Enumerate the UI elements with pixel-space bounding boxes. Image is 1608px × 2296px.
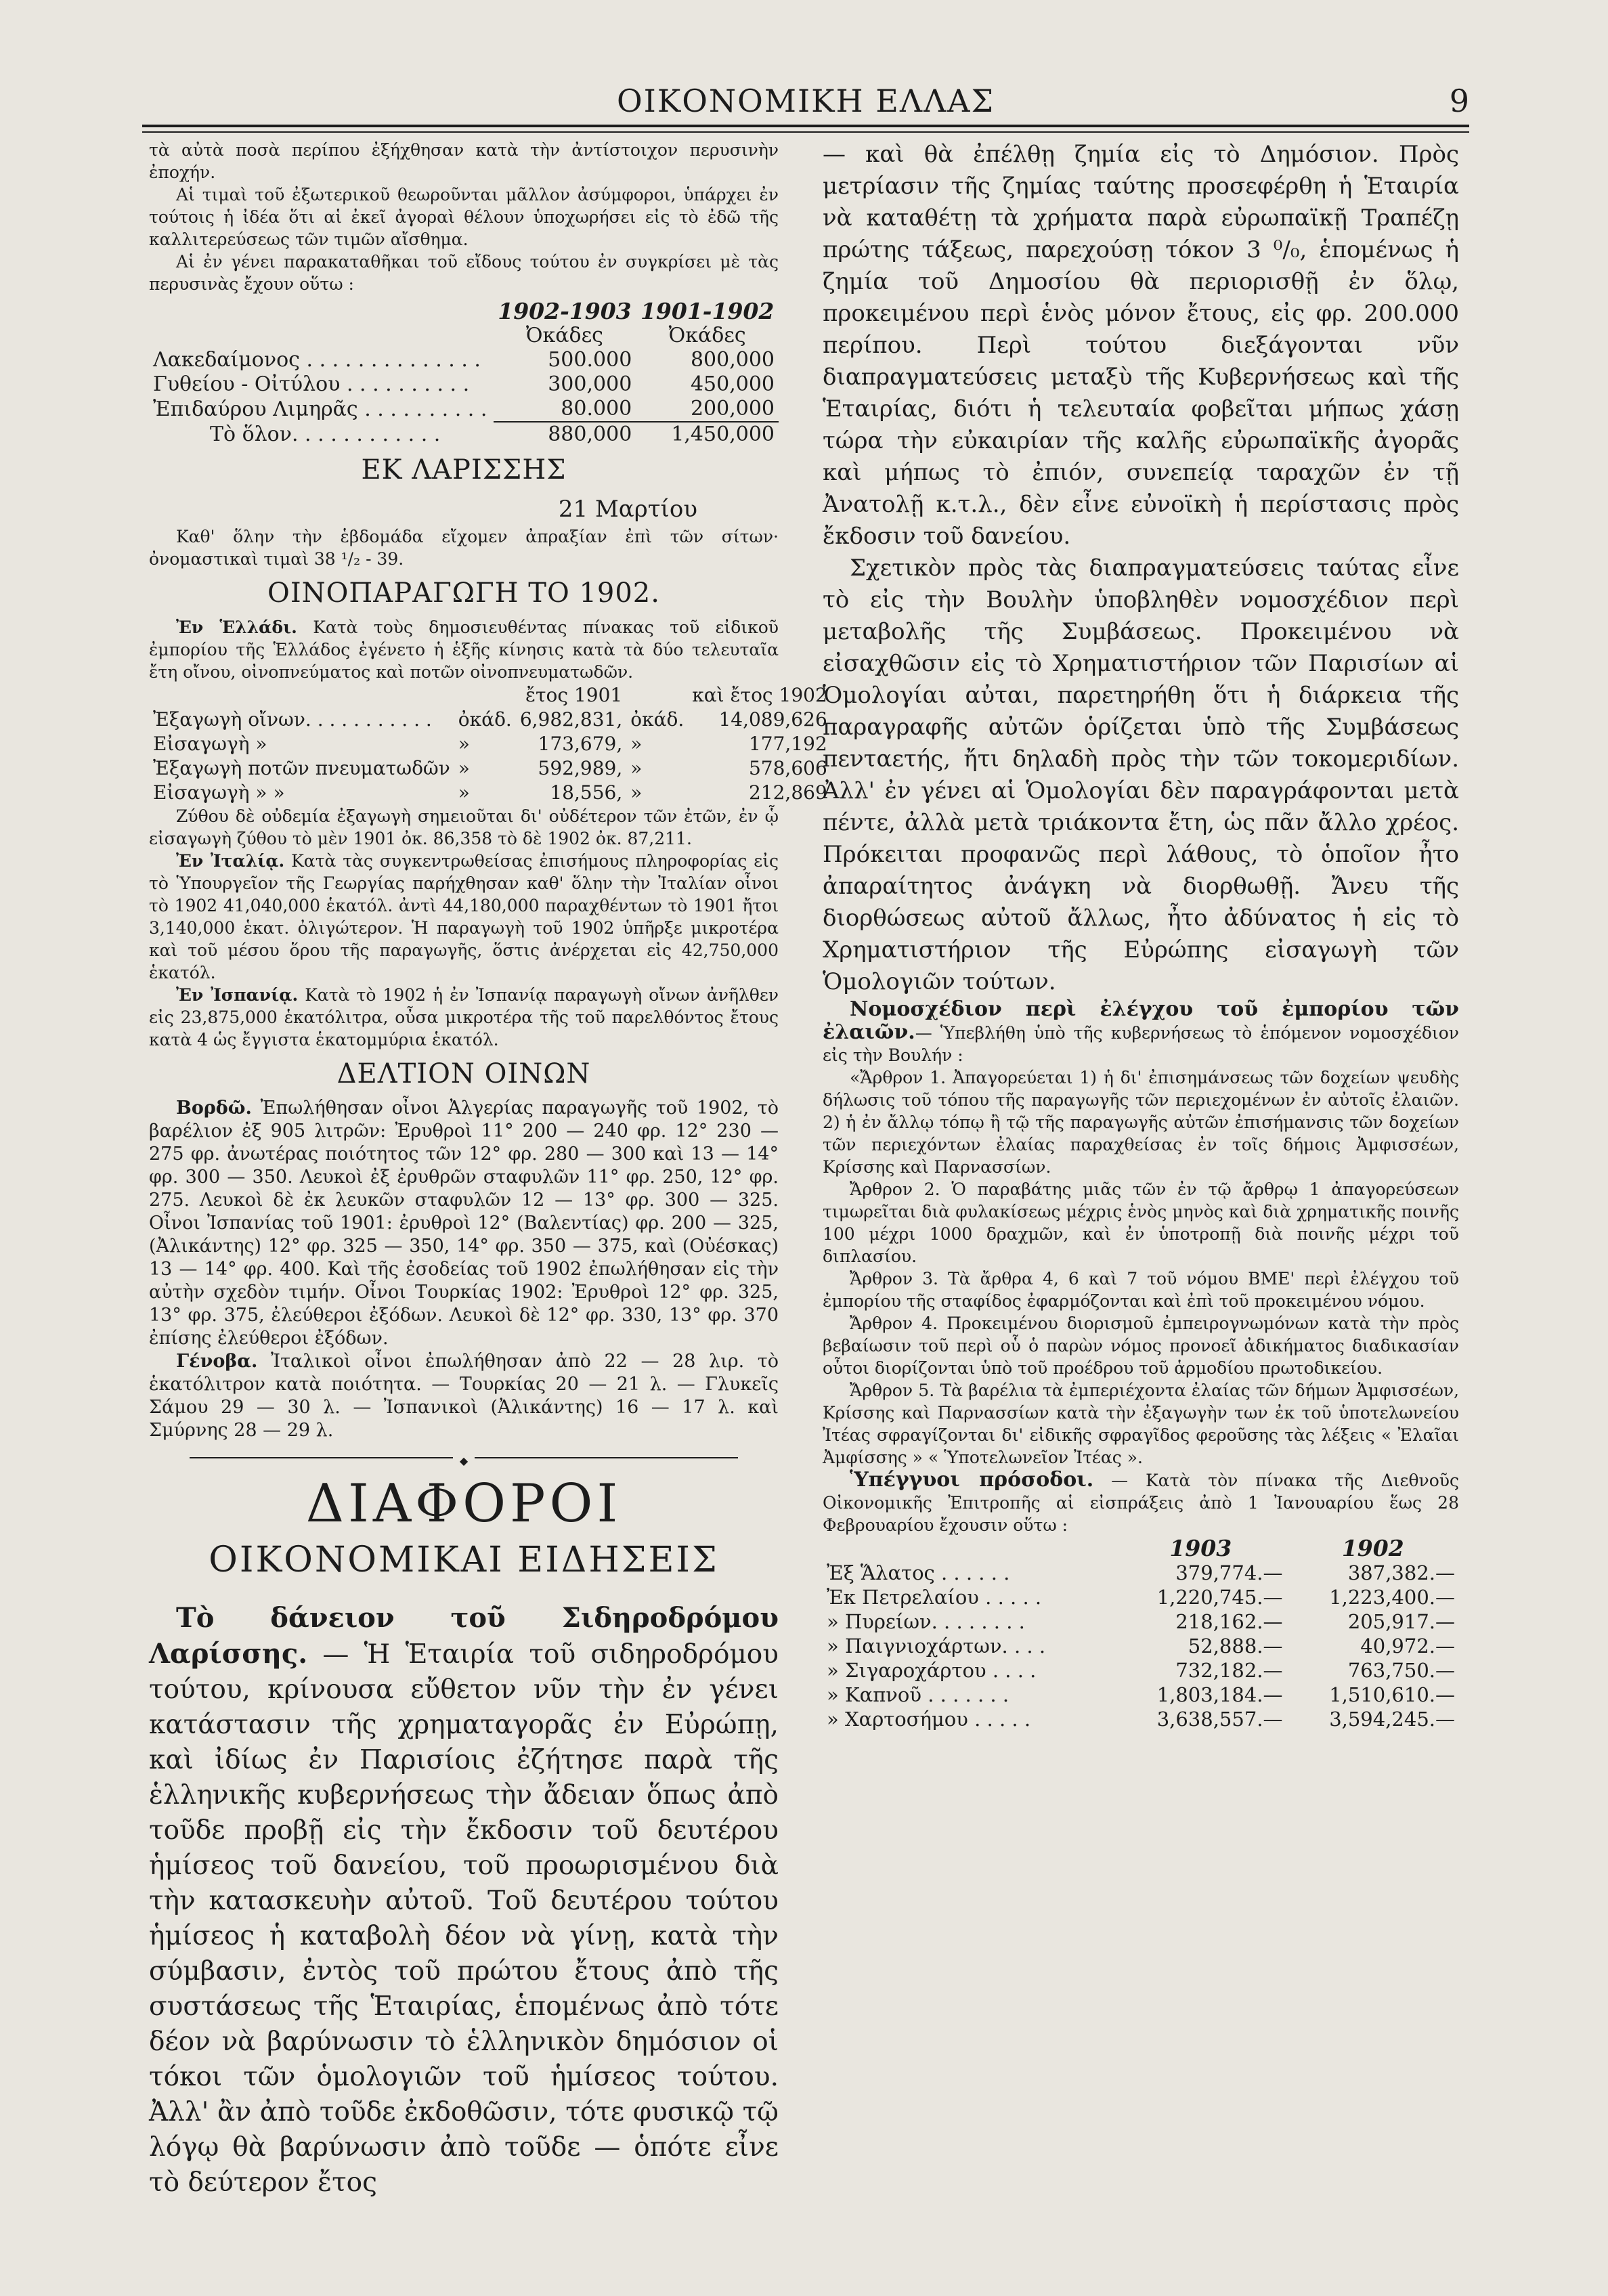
bulletin-bordeaux	[149, 1097, 779, 1350]
larissa-heading: ΕΚ ΛΑΡΙΣΣΗΣ	[361, 454, 567, 485]
section-title: ΔΙΑΦΟΡΟΙ	[305, 1473, 622, 1534]
stocks-value: 500.000	[548, 348, 632, 372]
table-row	[823, 1707, 1459, 1731]
stocks-year-header: 1901-1902	[640, 298, 775, 324]
loan-article-title: Τὸ δάνειον τοῦ Σιδηροδρόμου Λαρίσσης.	[149, 1602, 779, 1670]
bulletin-bordeaux-label: Βορδῶ.	[176, 1098, 252, 1119]
olive-bill	[823, 998, 1459, 1066]
wine-spain-paragraph	[149, 984, 779, 1051]
table-row	[149, 732, 831, 756]
table-row	[823, 1561, 1459, 1585]
wine-table	[149, 683, 831, 805]
pledged-value: 763,750.—	[1347, 1659, 1455, 1682]
running-title: ΟΙΚΟΝΟΜΙΚΗ ΕΛΛΑΣ	[616, 83, 995, 119]
pledged-value: 732,182.—	[1175, 1659, 1283, 1682]
wine-year-header: ἔτος 1901	[525, 684, 623, 706]
header-rule	[142, 125, 1469, 133]
pledged-value: 218,162.—	[1175, 1610, 1283, 1633]
wine-label: Ἐξαγωγὴ ποτῶν πνευματωδῶν	[153, 757, 450, 779]
stocks-value: 200,000	[690, 397, 775, 420]
loan-article-text: — Ἡ Ἑταιρία τοῦ σιδηροδρόμου τούτου, κρίνουσα εὔθετον νῦν τὴν ἐν γένει κατάστασιν τῆς χρηματαγορᾶς ἐν Εὐρώπῃ, καὶ ἰδίως ἐν Παρισίοις ἐζήτησε παρὰ τῆς ἑλληνικῆς κυβερνήσεως τὴν ἄδειαν ὅπως ἀπὸ τοῦδε προβῇ εἰς τὴν ἔκδοσιν τοῦ δευτέρου ἡμίσεος τοῦ δανείου, τοῦ προωρισμένου διὰ τὴν κατασκευὴν αὐτοῦ. Τοῦ δευτέρου τούτου ἡμίσεος ἡ καταβολὴ δέον νὰ γίνῃ, κατὰ τὴν σύμβασιν, ἐντὸς τοῦ πρώτου ἔτους ἀπὸ τῆς συστάσεως τῆς Ἑταιρίας, ἑπομένως ἀπὸ τότε δέον νὰ βαρύνωσιν τὸ ἑλληνικὸν δημόσιον οἱ τόκοι τῶν ὁμολογιῶν τοῦ ἡμίσεος τούτου. Ἀλλ' ἂν ἀπὸ τοῦδε ἐκδοθῶσιν, τότε φυσικῷ τῷ λόγῳ θὰ βαρύνωσιν ἀπὸ τοῦδε — ὁπότε εἶνε τὸ δεύτερον ἔτος	[149, 1639, 779, 2198]
pledged-value: 205,917.—	[1347, 1610, 1455, 1633]
stocks-value: 800,000	[690, 348, 775, 372]
stocks-value: 80.000	[561, 397, 632, 420]
stocks-total: 880,000	[494, 422, 636, 447]
stocks-unit: Ὀκάδες	[525, 324, 603, 347]
loan-article-continued: Σχετικὸν πρὸς τὰς διαπραγματεύσεις ταύτας εἶνε τὸ εἰς τὴν Βουλὴν ὑποβληθὲν νομοσχέδιον περὶ μεταβολῆς τῆς Συμβάσεως. Προκειμένου νὰ εἰσαχθῶσιν εἰς τὸ Χρηματιστήριον τῶν Παρισίων αἱ Ὁμολογίαι αὐται, παρετηρήθη ὅτι ἡ διάρκεια τῆς παραγραφῆς αὐτῶν ὁρίζεται ὑπὸ τῆς Συμβάσεως πενταετής, ἤτι δηλαδὴ πρὸς τὴν τῶν τοκομεριδίων. Ἀλλ' ἐν γένει αἱ Ὁμολογίαι δὲν παραγράφονται μετὰ πέντε, ἀλλὰ μετὰ τριάκοντα ἔτη, ὡς πᾶν ἄλλο χρέος. Πρόκειται προφανῶς περὶ λάθους, τὸ ὁποῖον ἦτο ἀπαραίτητος ἀνάγκη νὰ διορθωθῇ. Ἄνευ τῆς διορθώσεως αὐτοῦ ἄλλως, ἦτο ἀδύνατος ἡ εἰς τὸ Χρηματιστήριον τῆς Εὐρώπης εἰσαγωγὴ τῶν Ὁμολογιῶν τούτων.	[823, 555, 1459, 995]
wine-greece-tail: Ζύθου δὲ οὐδεμία ἐξαγωγὴ σημειοῦται δι' οὐδέτερον τῶν ἐτῶν, ἐν ᾧ εἰσαγωγὴ ζύθου τὸ μὲν 1901 ὀκ. 86,358 τὸ δὲ 1902 ὀκ. 87,211.	[149, 806, 779, 848]
pledged-year-header: 1903	[1169, 1535, 1232, 1561]
wine-label: Εἰσαγωγὴ » »	[153, 781, 285, 804]
olive-article: «Ἄρθρον 1. Ἀπαγορεύεται 1) ἡ δι' ἐπισημάνσεως τῶν δοχείων ψευδὴς δήλωσις τοῦ τόπου τῆς παραγωγῆς τῶν περιεχομένων ἐν αὐτοῖς ἐλαιῶν. 2) ἡ ἐν ἄλλῳ τόπῳ ἢ τῷ τῆς παραγωγῆς αὐτῶν ἐπισήμανσις τῶν δοχείων τῶν περιεχόντων ἐλαίας παραχθείσας ἐν τοῖς δήμοις Ἀμφισσέων, Κρίσσης καὶ Παρνασσίων.	[823, 1068, 1459, 1177]
olive-bill-title: Νομοσχέδιον περὶ ἐλέγχου τοῦ ἐμπορίου τῶν ἐλαιῶν.	[823, 997, 1459, 1044]
olive-article: Ἄρθρον 4. Προκειμένου διορισμοῦ ἐμπειρογνωμόνων κατὰ τὴν πρὸς βεβαίωσιν τοῦ περὶ οὗ ὁ παρὼν νόμος προνοεῖ ἀδικήματος διαδικασίαν οὗτοι διορίζονται ὑπὸ τοῦ προέδρου τοῦ ἁρμοδίου πρωτοδικείου.	[823, 1314, 1459, 1378]
intro-paragraph: Αἱ τιμαὶ τοῦ ἐξωτερικοῦ θεωροῦνται μᾶλλον ἀσύμφοροι, ὑπάρχει ἐν τούτοις ἡ ἰδέα ὅτι αἱ ἐκεῖ ἀγοραὶ θέλουν ὑποχωρήσει εἰς τὸ ἐδῶ τῆς καλλιτερεύσεως τῶν τιμῶν αἴσθημα.	[149, 185, 779, 249]
section-divider: ◆	[149, 1454, 779, 1461]
pledged-value: 387,382.—	[1347, 1561, 1455, 1584]
stocks-value: 450,000	[690, 372, 775, 396]
table-row	[823, 1683, 1459, 1707]
pledged-value: 379,774.—	[1175, 1561, 1283, 1584]
intro-paragraph: Αἱ ἐν γένει παρακαταθῆκαι τοῦ εἴδους τούτου ἐν συγκρίσει μὲ τὰς περυσινὰς ἔχουν οὕτω :	[149, 252, 779, 294]
wine-greece-label: Ἐν Ἑλλάδι.	[176, 618, 297, 637]
olive-article: Ἄρθρον 2. Ὁ παραβάτης μιᾶς τῶν ἐν τῷ ἄρθρῳ 1 ἀπαγορεύσεων τιμωρεῖται διὰ φυλακίσεως μέχρις ἑνὸς μηνὸς καὶ διὰ χρηματικῆς ποινῆς 100 μέχρι 1000 δραχμῶν, καὶ ἐν ὑποτροπῇ διὰ ποινῆς μέχρι τοῦ διπλασίου.	[823, 1179, 1459, 1266]
table-row	[149, 348, 779, 372]
table-row	[823, 1609, 1459, 1634]
table-row	[149, 397, 779, 422]
wine-italy-paragraph	[149, 850, 779, 984]
table-row	[823, 1634, 1459, 1658]
table-row	[149, 372, 779, 397]
olive-article: Ἄρθρον 3. Τὰ ἄρθρα 4, 6 καὶ 7 τοῦ νόμου ΒΜΕ' περὶ ἐλέγχου τοῦ ἐμπορίου τῆς σταφίδος ἐφαρμόζονται καὶ ἐπὶ τοῦ προκειμένου νόμου.	[823, 1269, 1459, 1311]
stocks-unit: Ὀκάδες	[668, 324, 746, 347]
pledged-value: 1,223,400.—	[1329, 1586, 1455, 1609]
stocks-total-label: Τὸ ὅλον. . . . . . . . . . . .	[210, 422, 441, 446]
table-row	[823, 1658, 1459, 1683]
bulletin-genoa	[149, 1350, 779, 1442]
intro-paragraph: τὰ αὐτὰ ποσὰ περίπου ἐξήχθησαν κατὰ τὴν ἀντίστοιχον περυσινὴν ἐποχήν.	[149, 140, 779, 182]
wine-unit: »	[458, 781, 470, 804]
section-subtitle: ΟΙΚΟΝΟΜΙΚΑΙ ΕΙΔΗΣΕΙΣ	[209, 1540, 719, 1580]
olive-bill-intro: — Ὑπεβλήθη ὑπὸ τῆς κυβερνήσεως τὸ ἑπόμενον νομοσχέδιον εἰς τὴν Βουλήν :	[823, 1023, 1459, 1065]
right-column	[823, 139, 1459, 1731]
wine-greece-paragraph	[149, 616, 779, 683]
wine-label: Εἰσαγωγὴ »	[153, 733, 267, 755]
pledged-value: 1,220,745.—	[1156, 1586, 1283, 1609]
stocks-total: 1,450,000	[636, 422, 779, 447]
stocks-label: Γυθείου - Οἰτύλου . . . . . . . . . .	[153, 372, 470, 396]
bulletin-genoa-label: Γένοβα.	[176, 1351, 258, 1372]
larissa-date: 21 Μαρτίου	[558, 496, 697, 523]
bulletin-genoa-text: Ἰταλικοὶ οἶνοι ἐπωλήθησαν ἀπὸ 22 — 28 λιρ. τὸ ἑκατόλιτρον κατὰ ποιότητα. — Τουρκίας 20 — 21 λ. — Γλυκεῖς Σάμου 29 — 30 λ. — Ἰσπανικοὶ (Ἀλικάντης) 16 — 17 λ. καὶ Σμύρνης 28 — 29 λ.	[149, 1351, 779, 1441]
wine-unit: »	[630, 781, 643, 804]
wine-unit: »	[630, 757, 643, 779]
pledged-value: 52,888.—	[1188, 1634, 1283, 1658]
pledged-revenues	[823, 1469, 1459, 1536]
olive-article: Ἄρθρον 5. Τὰ βαρέλια τὰ ἐμπεριέχοντα ἐλαίας τῶν δήμων Ἀμφισσέων, Κρίσσης καὶ Παρνασσίων κατὰ τὴν ἐξαγωγὴν των ἐκ τοῦ ὑποτελωνείου Ἰτέας σφραγίζονται δι' εἰδικῆς σφραγῖδος φεροῦσης τὰς λέξεις « Ἐλαῖαι Ἀμφίσσης » « Ὑποτελωνεῖον Ἰτέας ».	[823, 1381, 1459, 1467]
pledged-label: » Καπνοῦ . . . . . . .	[827, 1683, 1009, 1706]
pledged-label: » Πυρείων. . . . . . . .	[827, 1610, 1025, 1633]
pledged-label: Ἐκ Πετρελαίου . . . . .	[827, 1586, 1042, 1609]
wine-unit: ὀκάδ.	[630, 708, 685, 731]
wine-value: 18,556,	[550, 781, 623, 804]
wine-year-header: καὶ ἔτος 1902	[692, 684, 827, 706]
table-row	[149, 781, 831, 805]
stocks-table	[149, 299, 779, 447]
wine-italy-text: Κατὰ τὰς συγκεντρωθείσας ἐπισήμους πληροφορίας εἰς τὸ Ὑπουργεῖον τῆς Γεωργίας παρήχθησαν καθ' ὅλην τὴν Ἰταλίαν οἶνοι τὸ 1902 41,040,000 ἑκατόλ. ἀντὶ 44,180,000 παραχθέντων τὸ 1901 ἤτοι 3,140,000 ἑκατ. ὀλιγώτερον. Ἡ παραγωγὴ τοῦ 1902 ὑπῆρξε μικροτέρα καὶ τοῦ μέσου ὅρου τῆς παραγωγῆς, ὅστις ἀνέρχεται εἰς 42,750,000 ἑκατόλ.	[149, 851, 779, 982]
pledged-value: 3,638,557.—	[1156, 1708, 1283, 1731]
table-row	[149, 756, 831, 781]
page-number: 9	[1449, 83, 1469, 119]
stocks-label: Λακεδαίμονος . . . . . . . . . . . . . .	[153, 348, 481, 372]
wine-unit: »	[630, 733, 643, 755]
wine-label: Ἐξαγωγὴ οἴνων. . . . . . . . . . .	[153, 708, 432, 731]
pledged-revenues-title: Ὑπέγγυοι πρόσοδοι.	[850, 1468, 1094, 1492]
wine-unit: »	[458, 733, 470, 755]
pledged-value: 3,594,245.—	[1329, 1708, 1455, 1731]
table-row	[149, 422, 779, 447]
wine-value: 173,679,	[538, 733, 623, 755]
stocks-year-header: 1902-1903	[498, 298, 632, 324]
pledged-value: 1,803,184.—	[1156, 1683, 1283, 1706]
stocks-label: Ἐπιδαύρου Λιμηρᾶς . . . . . . . . . .	[153, 397, 487, 421]
loan-article-continued: — καὶ θὰ ἐπέλθῃ ζημία εἰς τὸ Δημόσιον. Πρὸς μετρίασιν τῆς ζημίας ταύτης προσεφέρθη ἡ Ἑταιρία νὰ καταθέτῃ τὰ χρήματα παρὰ εὐρωπαϊκῇ Τραπέζῃ πρώτης τάξεως, παρεχούσῃ τόκον 3 ⁰/₀, ἑπομένως ἡ ζημία τοῦ Δημοσίου θὰ περιορισθῇ ἐν ὅλῳ, προκειμένου περὶ ἑνὸς μόνον ἔτους, εἰς φρ. 200.000 περίπου. Περὶ τούτου διεξάγονται νῦν διαπραγματεύσεις μεταξὺ τῆς Κυβερνήσεως καὶ τῆς Ἑταιρίας, διότι ἡ τελευταία φοβεῖται μήπως χάσῃ τώρα τὴν εὐκαιρίαν τῆς καλῆς εὐρωπαϊκῆς ἀγορᾶς καὶ μήπως τὸ ἐπιόν, συνεπείᾳ ταραχῶν ἐν τῇ Ἀνατολῇ κ.τ.λ., δὲν εἶνε εὐνοϊκὴ ἡ περίστασις πρὸς ἔκδοσιν τοῦ δανείου.	[823, 141, 1459, 550]
wine-heading: ΟΙΝΟΠΑΡΑΓΩΓΗ ΤΟ 1902.	[267, 578, 660, 609]
pledged-label: » Σιγαροχάρτου . . . .	[827, 1659, 1037, 1682]
stocks-value: 300,000	[548, 372, 632, 396]
wine-value: 14,089,626	[718, 708, 827, 731]
loan-article	[149, 1601, 779, 2201]
pledged-table	[823, 1536, 1459, 1731]
pledged-label: » Χαρτοσήμου . . . . .	[827, 1708, 1031, 1731]
bulletin-heading: ΔΕΛΤΙΟΝ ΟΙΝΩΝ	[336, 1058, 591, 1089]
wine-value: 212,869	[748, 781, 827, 804]
wine-italy-label: Ἐν Ἰταλίᾳ.	[176, 851, 285, 871]
pledged-revenues-text: — Κατὰ τὸν πίνακα τῆς Διεθνοῦς Οἰκονομικῆς Ἐπιτροπῆς αἱ εἰσπράξεις ἀπὸ 1 Ἰανουαρίου ἕως 28 Φεβρουαρίου ἔχουσιν οὕτω :	[823, 1471, 1459, 1535]
wine-value: 6,982,831,	[519, 708, 623, 731]
table-row	[823, 1585, 1459, 1609]
left-column	[149, 139, 827, 2201]
wine-greece-text: Κατὰ τοὺς δημοσιευθέντας πίνακας τοῦ εἰδικοῦ ἐμπορίου τῆς Ἑλλάδος ἐγένετο ἡ ἑξῆς κίνησις κατὰ τὰ δύο τελευταῖα ἔτη οἴνου, οἰνοπνεύματος καὶ ποτῶν οἰνοπνευματωδῶν.	[149, 618, 779, 682]
bulletin-bordeaux-text: Ἐπωλήθησαν οἶνοι Ἀλγερίας παραγωγῆς τοῦ 1902, τὸ βαρέλιον ἐξ 905 λιτρῶν: Ἐρυθροὶ 11° 200 — 240 φρ. 12° 230 — 275 φρ. ἀνωτέρας ποιότητος τῶν 12° φρ. 280 — 300 καὶ 13 — 14° φρ. 300 — 350. Λευκοὶ ἐξ ἐρυθρῶν σταφυλῶν 11° φρ. 250, 12° φρ. 275. Λευκοὶ δὲ ἐκ λευκῶν σταφυλῶν 12 — 13° φρ. 300 — 325. Οἶνοι Ἰσπανίας τοῦ 1901: ἐρυθροὶ 12° (Βαλεντίας) φρ. 200 — 325, (Ἀλικάντης) 12° φρ. 325 — 350, 14° φρ. 350 — 375, καὶ (Οὐέσκας) 13 — 14° φρ. 400. Καὶ τῆς ἐσοδείας τοῦ 1902 ἐπωλήθησαν εἰς τὴν αὐτὴν σχεδὸν τιμήν. Οἶνοι Τουρκίας 1902: Ἐρυθροὶ 12° φρ. 325, 13° φρ. 375, ἐλεύθεροι ἐξόδων. Λευκοὶ δὲ 12° φρ. 330, 13° φρ. 370 ἐπίσης ἐλεύθεροι ἐξόδων.	[149, 1098, 779, 1349]
pledged-label: Ἐξ Ἅλατος . . . . . .	[827, 1561, 1010, 1584]
pledged-label: » Παιγνιοχάρτων. . . .	[827, 1634, 1046, 1658]
pledged-value: 40,972.—	[1360, 1634, 1455, 1658]
table-row	[149, 708, 831, 732]
wine-unit: »	[458, 757, 470, 779]
wine-unit: ὀκάδ.	[458, 708, 512, 731]
wine-spain-label: Ἐν Ἰσπανίᾳ.	[176, 985, 299, 1005]
pledged-value: 1,510,610.—	[1329, 1683, 1455, 1706]
wine-value: 578,606	[748, 757, 827, 779]
wine-spain-text: Κατὰ τὸ 1902 ἡ ἐν Ἰσπανίᾳ παραγωγὴ οἴνων ἀνῆλθεν εἰς 23,875,000 ἑκατόλιτρα, οὖσα μικροτέρα τῆς τοῦ παρελθόντος ἔτους κατὰ 4 ὡς ἔγγιστα ἑκατομμύρια ἑκατόλ.	[149, 985, 779, 1049]
wine-value: 177,192	[748, 733, 827, 755]
page-header	[142, 73, 1469, 121]
pledged-year-header: 1902	[1341, 1535, 1404, 1561]
wine-value: 592,989,	[538, 757, 623, 779]
larissa-text: Καθ' ὅλην τὴν ἑβδομάδα εἴχομεν ἀπραξίαν ἐπὶ τῶν σίτων· ὀνομαστικαὶ τιμαὶ 38 ¹/₂ - 39.	[149, 527, 779, 569]
